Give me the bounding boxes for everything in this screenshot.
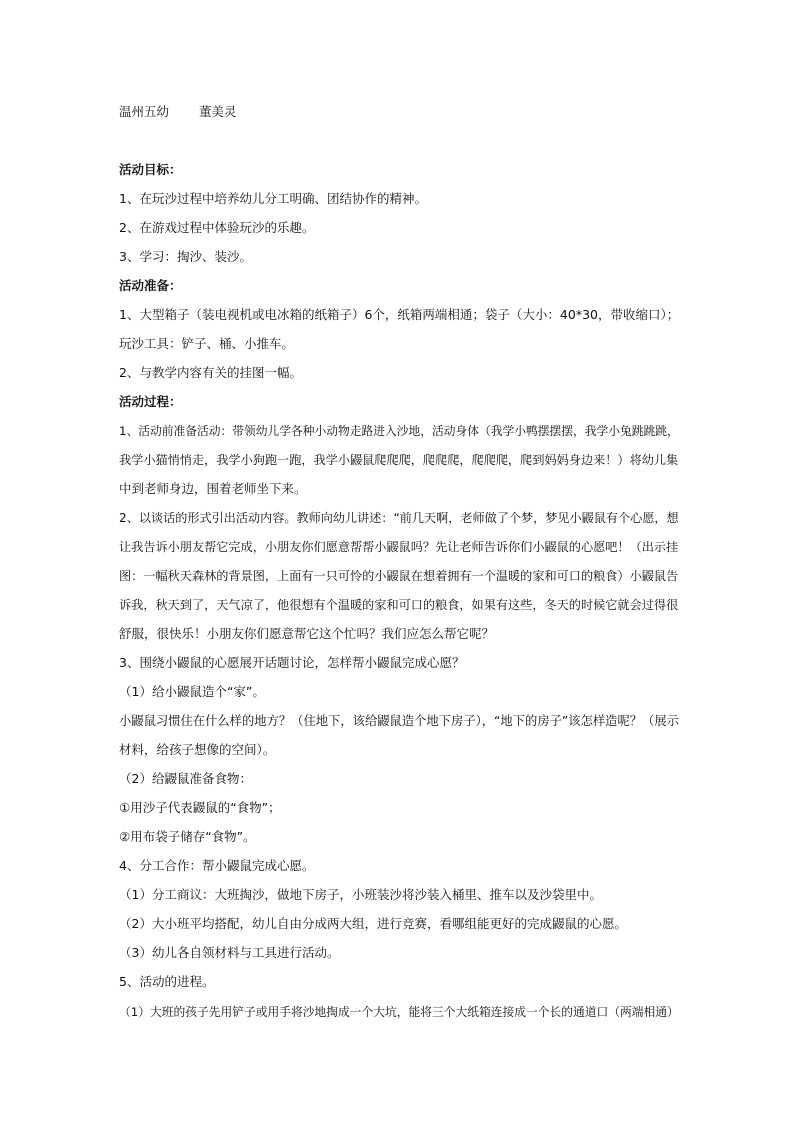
process-paragraph-line: 4、分工合作：帮小鼹鼠完成心愿。 bbox=[119, 858, 315, 873]
goal-item: 3、学习：掏沙、装沙。 bbox=[119, 249, 252, 264]
process-paragraph-line: 材料，给孩子想像的空间）。 bbox=[119, 742, 276, 757]
section-heading-goals: 活动目标： bbox=[119, 162, 182, 177]
process-paragraph-line: 小鼹鼠习惯住在什么样的地方？（住地下，该给鼹鼠造个地下房子），“地下的房子”该怎样造呢？（展示 bbox=[119, 714, 679, 728]
process-sub-item: （3）幼儿各自领材料与工具进行活动。 bbox=[119, 945, 340, 960]
process-sub-item: （2）给鼹鼠准备食物： bbox=[119, 771, 252, 786]
process-sub-item: ②用布袋子储存“食物”。 bbox=[119, 829, 256, 844]
process-paragraph-line: 诉我，秋天到了，天气凉了，他很想有个温暖的家和可口的粮食，如果有这些，冬天的时候它就会过得很 bbox=[119, 598, 679, 612]
preparation-item: 2、与教学内容有关的挂图一幅。 bbox=[119, 365, 302, 380]
process-paragraph-line: 中到老师身边，围着老师坐下来。 bbox=[119, 481, 307, 496]
process-paragraph-line: 5、活动的进程。 bbox=[119, 974, 215, 989]
process-paragraph-line: 3、围绕小鼹鼠的心愿展开话题讨论，怎样帮小鼹鼠完成心愿？ bbox=[119, 655, 465, 670]
school-name: 温州五幼 bbox=[119, 104, 170, 119]
process-sub-item: （1）给小鼹鼠造个“家”。 bbox=[119, 684, 265, 699]
process-sub-item: （1）大班的孩子先用铲子或用手将沙地掏成一个大坑，能将三个大纸箱连接成一个长的通道口（两端相通） bbox=[119, 1005, 679, 1019]
process-paragraph-line: 1、活动前准备活动：带领幼儿学各种小动物走路进入沙地，活动身体（我学小鸭摆摆摆，我学小兔跳跳跳， bbox=[119, 424, 679, 438]
author-name: 董美灵 bbox=[199, 104, 237, 119]
process-paragraph-line: 图：一幅秋天森林的背景图，上面有一只可怜的小鼹鼠在想着拥有一个温暖的家和可口的粮食）小鼹鼠告 bbox=[119, 569, 679, 583]
preparation-item: 1、大型箱子（装电视机或电冰箱的纸箱子）6个，纸箱两端相通；袋子（大小：40*30，带收缩口）； bbox=[119, 307, 680, 322]
preparation-item: 玩沙工具：铲子、桶、小推车。 bbox=[119, 336, 295, 351]
process-sub-item: （1）分工商议：大班掏沙，做地下房子，小班装沙将沙装入桶里、推车以及沙袋里中。 bbox=[119, 887, 602, 902]
process-paragraph-line: 我学小猫悄悄走，我学小狗跑一跑，我学小鼹鼠爬爬爬，爬爬爬，爬爬爬，爬到妈妈身边来！）将幼儿集 bbox=[119, 453, 679, 467]
process-sub-item: （2）大小班平均搭配，幼儿自由分成两大组，进行竞赛，看哪组能更好的完成鼹鼠的心愿。 bbox=[119, 916, 627, 931]
process-sub-item: ①用沙子代表鼹鼠的“食物”； bbox=[119, 800, 281, 815]
section-heading-preparation: 活动准备： bbox=[119, 278, 182, 293]
goal-item: 2、在游戏过程中体验玩沙的乐趣。 bbox=[119, 220, 315, 235]
process-paragraph-line: 舒服，很快乐！小朋友你们愿意帮它这个忙吗？我们应怎么帮它呢？ bbox=[119, 626, 495, 641]
process-paragraph-line: 2、以谈话的形式引出活动内容。教师向幼儿讲述：“前几天啊，老师做了个梦，梦见小鼹鼠有个心愿，想 bbox=[119, 511, 679, 525]
section-heading-process: 活动过程： bbox=[119, 394, 182, 409]
goal-item: 1、在玩沙过程中培养幼儿分工明确、团结协作的精神。 bbox=[119, 191, 427, 206]
process-paragraph-line: 让我告诉小朋友帮它完成，小朋友你们愿意帮帮小鼹鼠吗？先让老师告诉你们小鼹鼠的心愿吧！（出示挂 bbox=[119, 540, 679, 554]
header-line bbox=[119, 104, 679, 120]
